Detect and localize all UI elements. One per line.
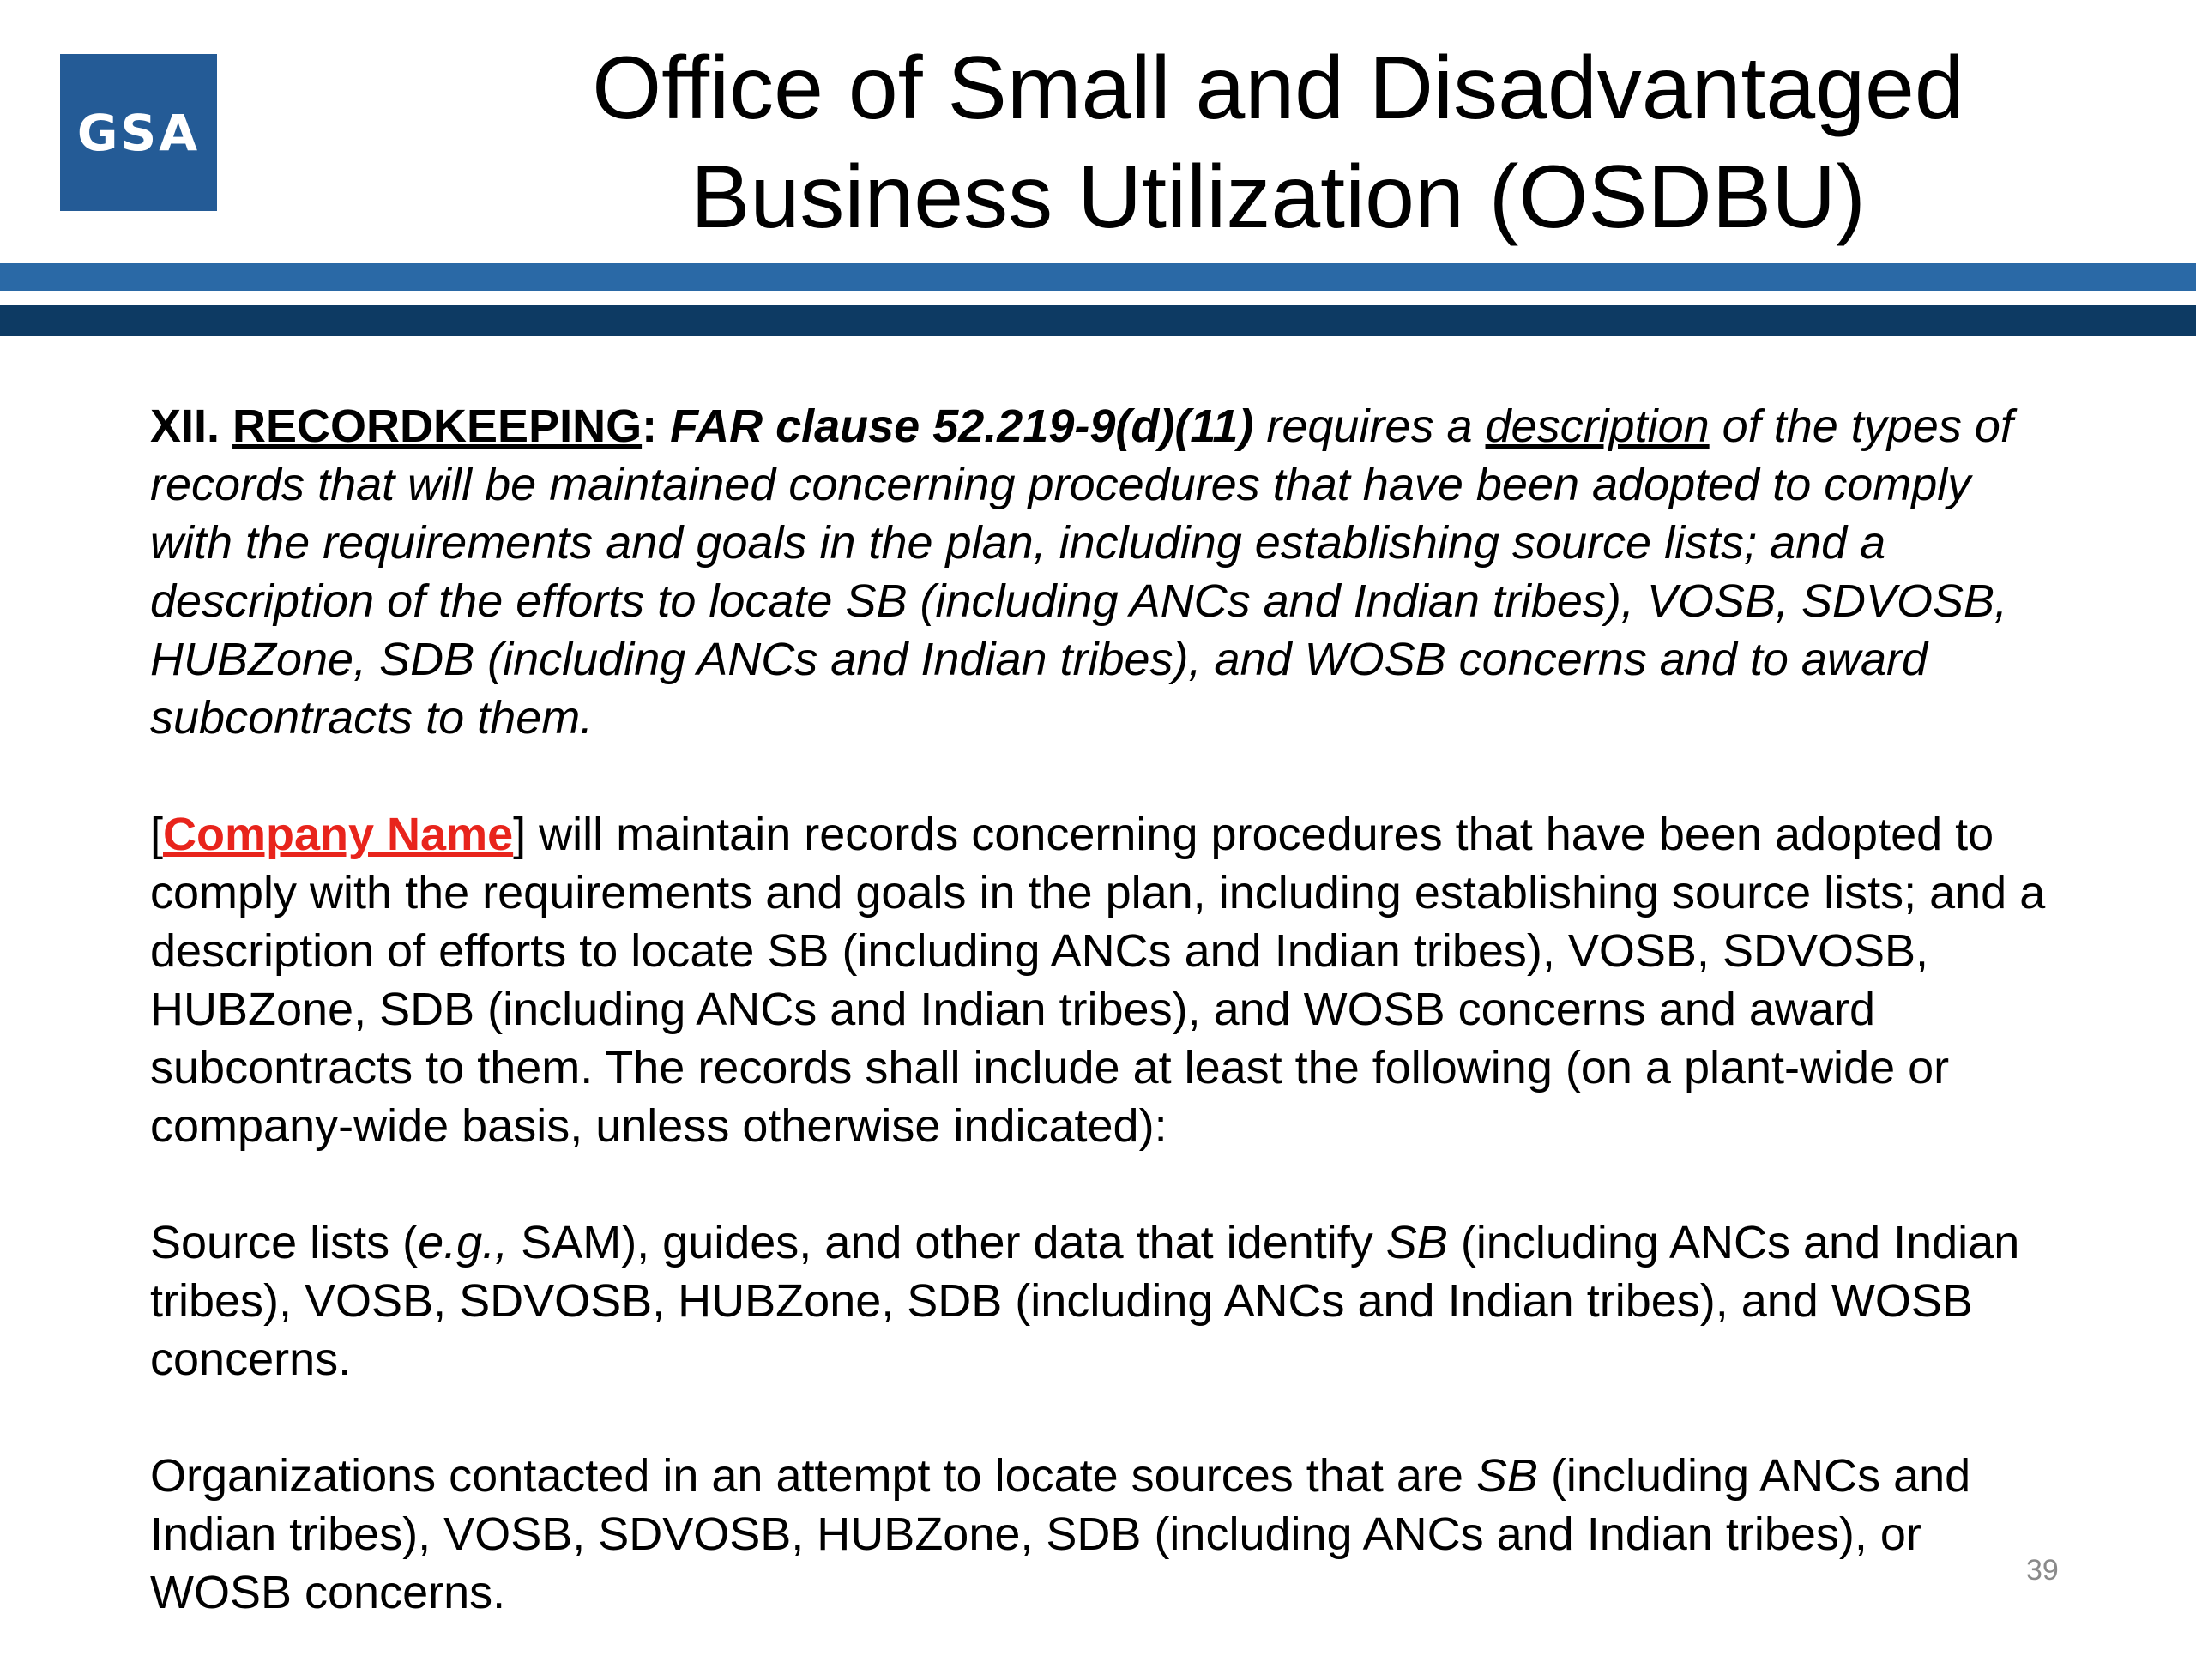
title-line-2: Business Utilization (OSDBU) xyxy=(691,148,1866,247)
organizations-text-a: Organizations contacted in an attempt to locate sources that are xyxy=(150,1450,1476,1502)
source-lists-text-b: SAM), guides, and other data that identify xyxy=(508,1217,1386,1268)
page-title xyxy=(480,34,2076,252)
requirement-text-b: of the types of records that will be maintained concerning procedures that have been adopted to comply with the requirements and goals in the plan, including establishing source lists; and a description of the efforts to locate SB (including ANCs and Indian tribes), VOSB, SDVOSB, HUBZone, SDB (including ANCs and Indian tribes), and WOSB concerns and to award subcontracts to them. xyxy=(150,400,2013,744)
source-lists-paragraph xyxy=(150,1213,2063,1388)
section-heading: RECORDKEEPING xyxy=(232,400,643,452)
section-number: XII. xyxy=(150,400,233,452)
gsa-logo-text: GSA xyxy=(76,103,201,162)
description-word: description xyxy=(1485,400,1710,452)
header-band-dark xyxy=(0,305,2196,336)
organizations-text-b: (including ANCs and Indian tribes), VOSB, SDVOSB, HUBZone, SDB (including ANCs and Indian tribes), or WOSB concerns. xyxy=(150,1450,1971,1618)
sb-term-2: SB xyxy=(1475,1450,1538,1502)
title-line-1: Office of Small and Disadvantaged xyxy=(592,39,1964,138)
section-colon: : xyxy=(642,400,671,452)
slide-body xyxy=(150,397,2063,1680)
requirement-text-a: requires a xyxy=(1253,400,1486,452)
gsa-logo xyxy=(60,54,217,211)
company-records-text: ] will maintain records concerning procedures that have been adopted to comply with the requirements and goals in the plan, including establishing source lists; and a description of efforts to locate SB (including ANCs and Indian tribes), VOSB, SDVOSB, HUBZone, SDB (including ANCs and Indian tribes), and WOSB concerns and award subcontracts to them. The records shall include at least the following (on a plant-wide or company-wide basis, unless otherwise indicated): xyxy=(150,809,2046,1152)
source-lists-text-a: Source lists ( xyxy=(150,1217,419,1268)
eg-abbrev: e.g., xyxy=(418,1217,509,1268)
company-records-paragraph xyxy=(150,805,2063,1155)
page-number: 39 xyxy=(2026,1554,2059,1587)
header-band-light xyxy=(0,263,2196,291)
recordkeeping-paragraph xyxy=(150,397,2063,747)
sb-term: SB xyxy=(1385,1217,1448,1268)
source-lists-text-c: (including ANCs and Indian tribes), VOSB, SDVOSB, HUBZone, SDB (including ANCs and Indian tribes), and WOSB concerns. xyxy=(150,1217,2020,1385)
company-name-placeholder: Company Name xyxy=(163,809,514,860)
open-bracket: [ xyxy=(150,809,164,860)
far-clause: FAR clause 52.219-9(d)(11) xyxy=(670,400,1254,452)
organizations-paragraph xyxy=(150,1447,2063,1622)
